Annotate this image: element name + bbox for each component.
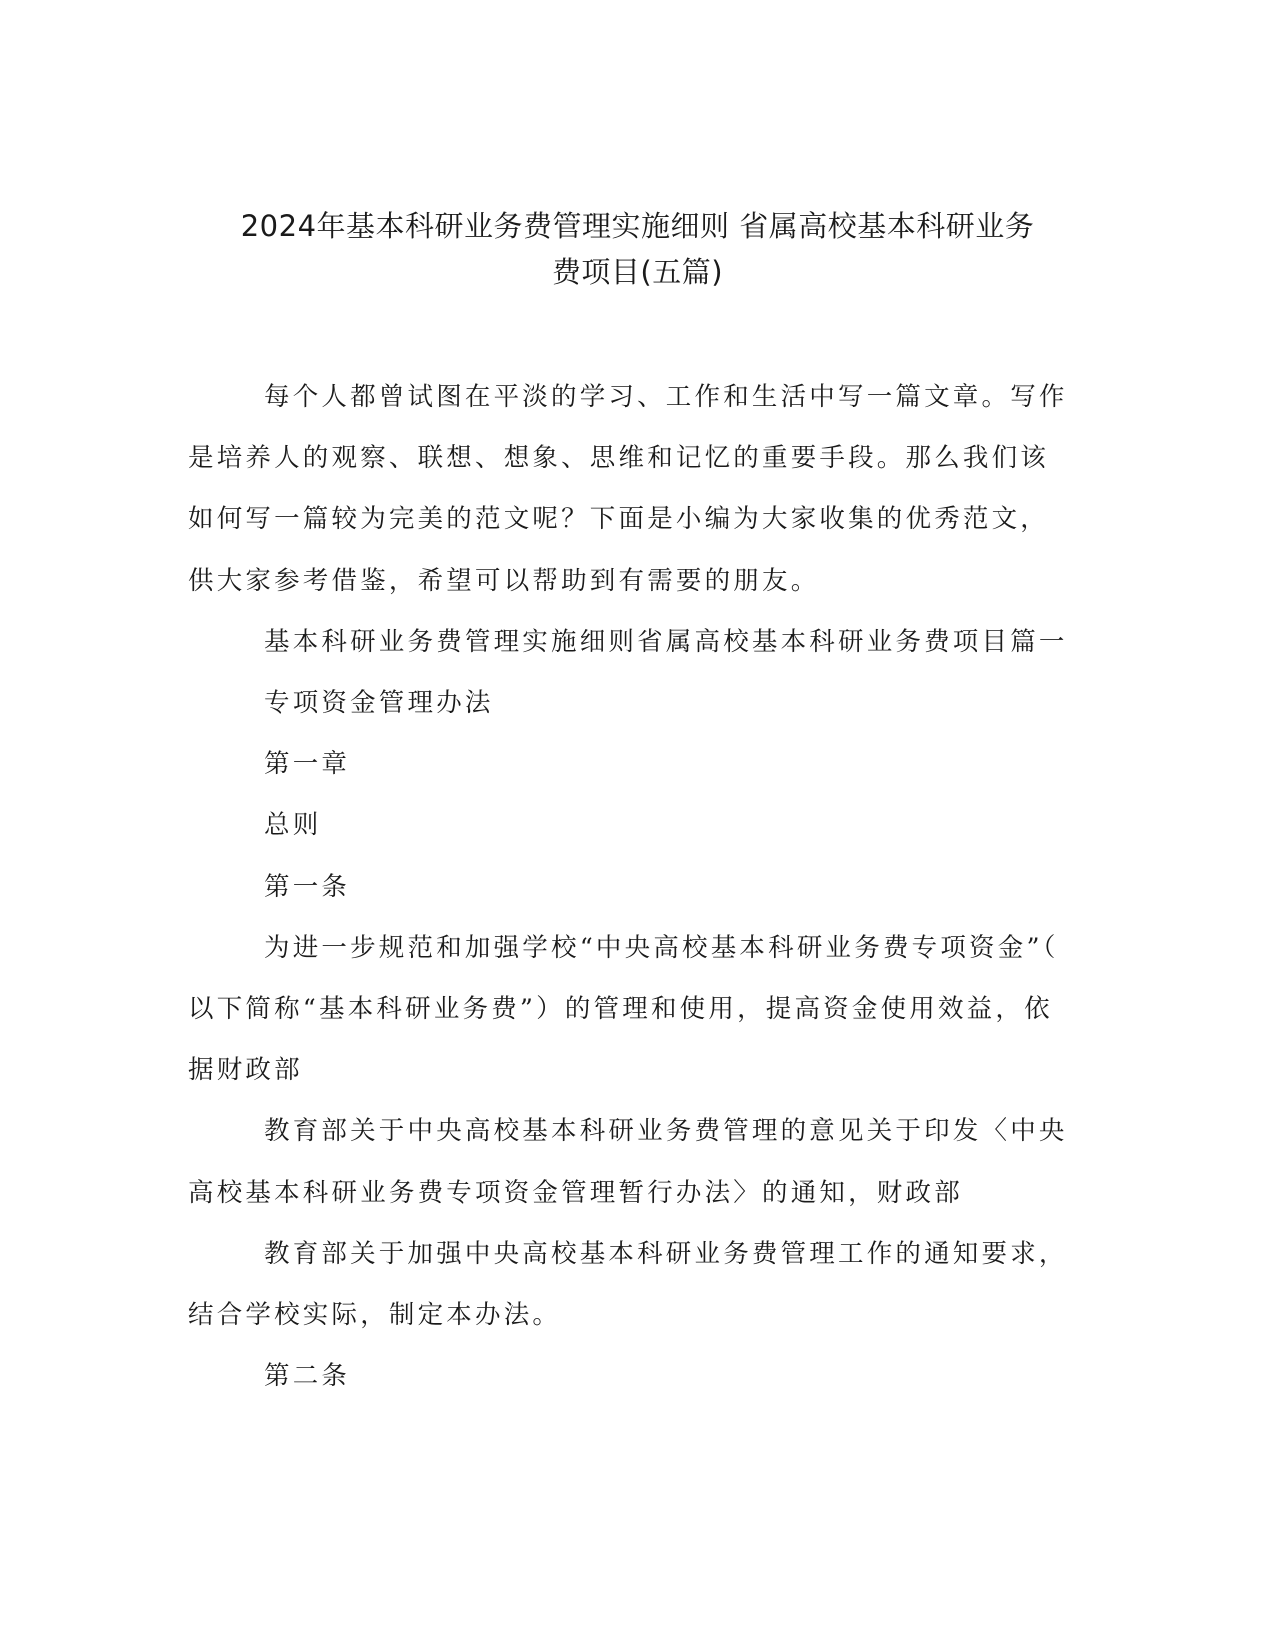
article-paragraph <box>188 1101 1088 1223</box>
paragraph-line: 是培养人的观察、联想、想象、思维和记忆的重要手段。那么我们该 <box>188 443 1050 474</box>
chapter-heading <box>188 734 1088 795</box>
section-heading <box>188 612 1088 673</box>
document-body <box>188 367 1088 1407</box>
paragraph-line: 第一条 <box>264 871 351 902</box>
paragraph-line: 第二条 <box>264 1361 351 1392</box>
intro-paragraph <box>188 367 1088 612</box>
paragraph-line: 结合学校实际，制定本办法。 <box>188 1300 562 1331</box>
paragraph-line: 高校基本科研业务费专项资金管理暂行办法〉的通知，财政部 <box>188 1177 963 1208</box>
paragraph-line: 如何写一篇较为完美的范文呢？下面是小编为大家收集的优秀范文， <box>188 504 1050 535</box>
subheading <box>188 673 1088 734</box>
article-heading <box>188 857 1088 918</box>
paragraph-line: 第一章 <box>264 749 351 780</box>
article-paragraph <box>188 1224 1088 1346</box>
paragraph-line: 供大家参考借鉴，希望可以帮助到有需要的朋友。 <box>188 565 820 596</box>
document-title <box>150 203 1125 295</box>
paragraph-line: 教育部关于加强中央高校基本科研业务费管理工作的通知要求， <box>264 1238 1068 1269</box>
paragraph-line: 为进一步规范和加强学校“中央高校基本科研业务费专项资金”（ <box>264 932 1059 963</box>
paragraph-line: 每个人都曾试图在平淡的学习、工作和生活中写一篇文章。写作 <box>264 382 1068 412</box>
paragraph-line: 专项资金管理办法 <box>264 688 494 719</box>
title-line: 2024年基本科研业务费管理实施细则 省属高校基本科研业务 <box>240 209 1035 243</box>
paragraph-line: 据财政部 <box>188 1055 303 1086</box>
paragraph-line: 基本科研业务费管理实施细则省属高校基本科研业务费项目篇一 <box>264 626 1068 657</box>
chapter-title <box>188 795 1088 856</box>
title-line: 费项目(五篇) <box>551 255 724 289</box>
paragraph-line: 教育部关于中央高校基本科研业务费管理的意见关于印发〈中央 <box>264 1116 1068 1147</box>
paragraph-line: 以下简称“基本科研业务费”）的管理和使用，提高资金使用效益，依 <box>188 994 1053 1025</box>
article-heading <box>188 1346 1088 1407</box>
paragraph-line: 总则 <box>264 810 322 841</box>
article-paragraph <box>188 918 1088 1102</box>
